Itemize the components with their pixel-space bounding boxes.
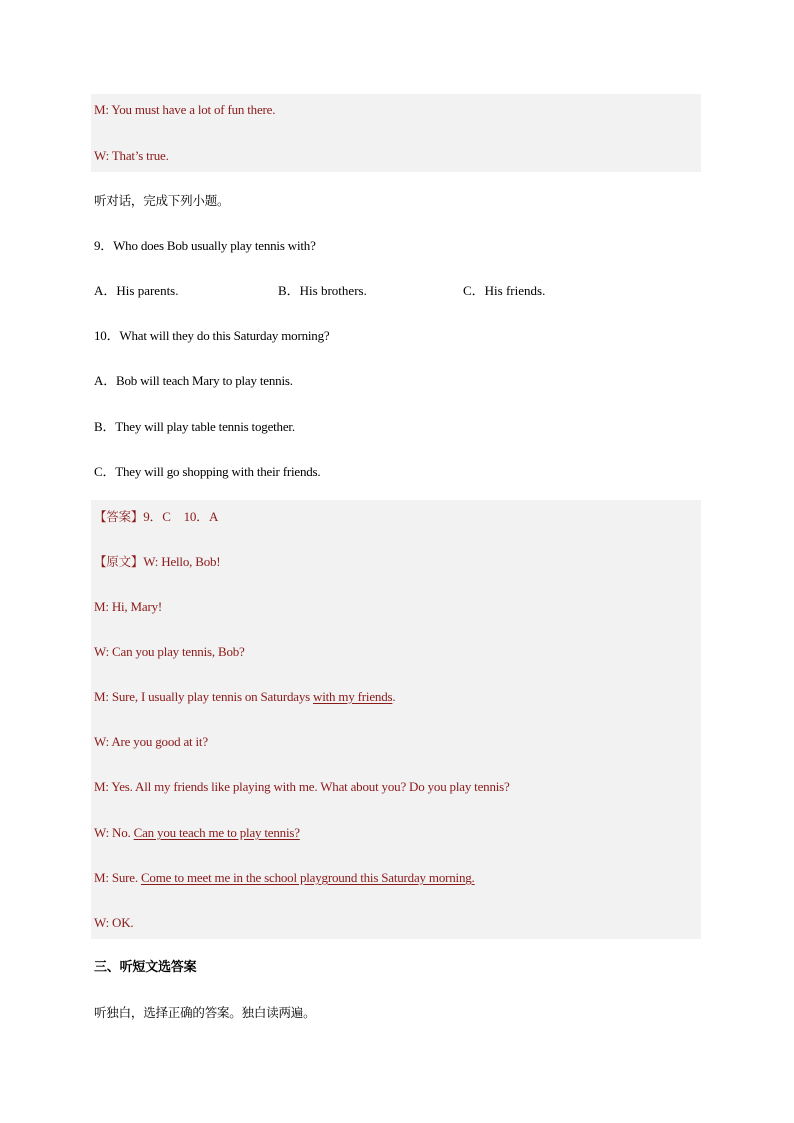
transcript-label: 【原文】 xyxy=(94,554,144,569)
transcript-line: M: Sure, I usually play tennis on Saturdays with my friends. xyxy=(94,689,396,704)
underlined-answer: Can you teach me to play tennis? xyxy=(133,825,300,840)
question-9-option-c: C．His friends. xyxy=(463,283,546,298)
transcript-line: M: Yes. All my friends like playing with me. What about you? Do you play tennis? xyxy=(94,779,510,794)
question-10-option-b: B．They will play table tennis together. xyxy=(94,419,295,434)
transcript-line: W: No. Can you teach me to play tennis? xyxy=(94,825,300,840)
underlined-answer: Come to meet me in the school playground this Saturday morning. xyxy=(140,870,475,885)
question-9-option-a: A．His parents. xyxy=(94,283,179,298)
underlined-answer: with my friends xyxy=(313,689,393,704)
answer-label: 【答案】 xyxy=(94,509,144,524)
question-10-option-a: A．Bob will teach Mary to play tennis. xyxy=(94,373,293,388)
answer-line xyxy=(94,507,218,527)
question-10-option-c: C．They will go shopping with their friends. xyxy=(94,464,321,479)
transcript-line: M: You must have a lot of fun there. xyxy=(94,102,276,117)
answer-text: 9．C 10．A xyxy=(143,509,219,524)
transcript-line: W: Are you good at it? xyxy=(94,734,208,749)
transcript-line: W: That’s true. xyxy=(94,148,169,163)
transcript-line: 【原文】W: Hello, Bob! xyxy=(94,554,221,569)
question-9-option-b: B．His brothers. xyxy=(278,283,367,298)
question-9-stem: 9．Who does Bob usually play tennis with? xyxy=(94,238,316,253)
instruction-text: 听独白，选择正确的答案。独白读两遍。 xyxy=(94,1005,316,1020)
section-heading: 三、听短文选答案 xyxy=(94,960,197,975)
instruction-text: 听对话，完成下列小题。 xyxy=(94,193,230,208)
transcript-line: W: OK. xyxy=(94,915,134,930)
transcript-line: M: Sure. Come to meet me in the school playground this Saturday morning. xyxy=(94,870,475,885)
question-10-stem: 10．What will they do this Saturday morning? xyxy=(94,328,330,343)
transcript-line: M: Hi, Mary! xyxy=(94,599,163,614)
transcript-line: W: Can you play tennis, Bob? xyxy=(94,644,245,659)
